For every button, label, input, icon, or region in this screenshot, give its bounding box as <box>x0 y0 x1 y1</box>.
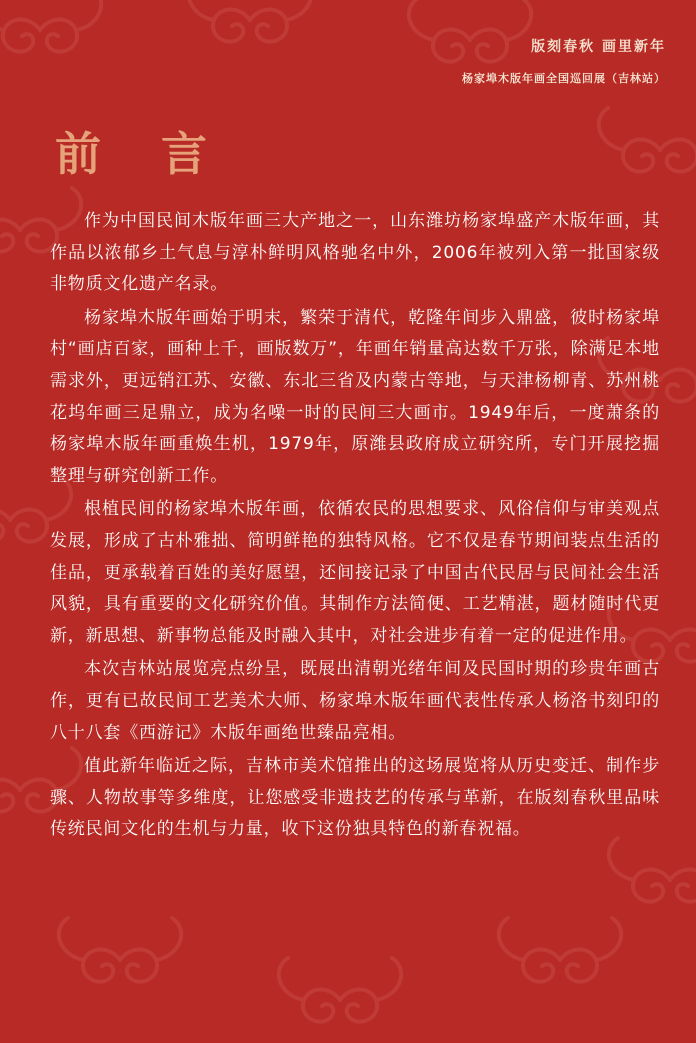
paragraph-4: 本次吉林站展览亮点纷呈，既展出清朝光绪年间及民国时期的珍贵年画古作，更有已故民间工艺美术大师、杨家埠木版年画代表性传承人杨洛书刻印的八十八套《西游记》木版年画绝世臻品亮相。 <box>50 659 660 743</box>
paragraph-2: 杨家埠木版年画始于明末，繁荣于清代，乾隆年间步入鼎盛，彼时杨家埠村“画店百家，画种上千，画版数万”，年画年销量高达数千万张，除满足本地需求外，更远销江苏、安徽、东北三省及内蒙古等地，与天津杨柳青、苏州桃花坞年画三足鼎立，成为名噪一时的民间三大画市。1949年后，一度萧条的杨家埠木版年画重焕生机，1979年，原潍县政府成立研究所，专门开展挖掘整理与研究创新工作。 <box>50 307 660 486</box>
paragraph-5: 值此新年临近之际，吉林市美术馆推出的这场展览将从历史变迁、制作步骤、人物故事等多维度，让您感受非遗技艺的传承与革新，在版刻春秋里品味传统民间文化的生机与力量，收下这份独具特色的新春祝福。 <box>50 756 660 840</box>
preface-body <box>50 206 660 848</box>
page-title: 前 言 <box>55 127 230 181</box>
header <box>462 36 666 86</box>
exhibition-name: 杨家埠木版年画全国巡回展（吉林站） <box>462 72 666 85</box>
paragraph-1: 作为中国民间木版年画三大产地之一，山东潍坊杨家埠盛产木版年画，其作品以浓郁乡土气息与淳朴鲜明风格驰名中外，2006年被列入第一批国家级非物质文化遗产名录。 <box>50 211 660 295</box>
paragraph-3: 根植民间的杨家埠木版年画，依循农民的思想要求、风俗信仰与审美观点发展，形成了古朴雅拙、简明鲜艳的独特风格。它不仅是春节期间装点生活的佳品，更承载着百姓的美好愿望，还间接记录了中国古代民居与民间社会生活风貌，具有重要的文化研究价值。其制作方法简便、工艺精湛，题材随时代更新，新思想、新事物总能及时融入其中，对社会进步有着一定的促进作用。 <box>50 499 660 646</box>
exhibition-slogan: 版刻春秋 画里新年 <box>531 39 666 55</box>
